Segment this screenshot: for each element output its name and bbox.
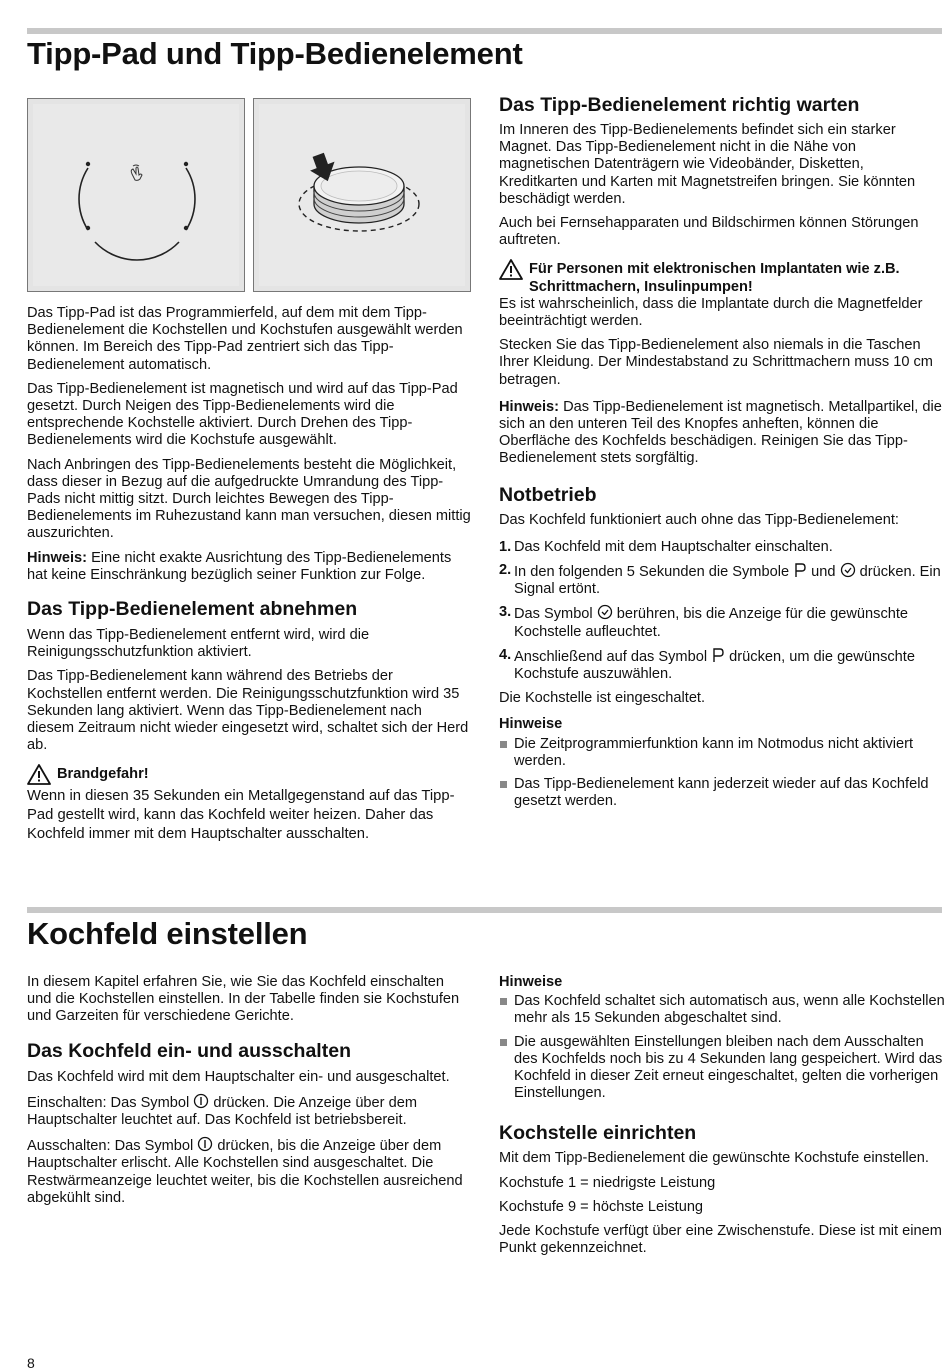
bullet-square-icon [500, 1039, 507, 1046]
main-switch-icon [197, 1136, 213, 1152]
hint-text: Die Zeitprogrammierfunktion kann im Notmodus nicht aktiviert werden. [514, 735, 914, 769]
paragraph: In diesem Kapitel erfahren Sie, wie Sie das Kochfeld einschalten und die Kochstellen einstellen. In der Tabelle finden sie Kochstufen und Garzeiten für verschiedene Gerichte. [27, 974, 460, 1025]
bullet-square-icon [500, 781, 507, 788]
implant-warning-heading [499, 261, 945, 295]
section-title-kochfeld-einstellen: Kochfeld einstellen [27, 916, 308, 951]
step-text: Anschließend auf das Symbol [514, 648, 712, 665]
text: drücken, bis die Anzeige über dem Hauptschalter erlischt. Alle Kochstellen sind ausgeschaltet. Die Restwärmeanzeige leuchtet weiter, bis die Kochstellen ausreichend abgekühlt sind. [27, 1138, 463, 1206]
subsection-title-ein-ausschalten: Das Kochfeld ein- und ausschalten [27, 1039, 351, 1062]
emergency-steps-list [499, 539, 945, 683]
section-rule-top [27, 28, 942, 34]
hint-paragraph [27, 550, 472, 584]
paragraph: Auch bei Fernsehapparaten und Bildschirmen können Störungen auftreten. [499, 215, 919, 249]
hint-label: Hinweis: [499, 398, 560, 415]
step-text: drücken. Ein Signal ertönt. [514, 564, 941, 598]
step-text: und [807, 564, 840, 581]
power-level-icon [793, 562, 807, 578]
tipp-pad-icon [33, 104, 239, 286]
bullet-square-icon [500, 998, 507, 1005]
hint-text: Das Kochfeld schaltet sich automatisch aus, wenn alle Kochstellen mehr als 15 Sekunden abgeschaltet sind. [514, 993, 945, 1027]
section-title-tipp-pad: Tipp-Pad und Tipp-Bedienelement [27, 36, 523, 71]
list-item [499, 539, 945, 556]
step-number: 2. [499, 562, 512, 579]
hint-text: Das Tipp-Bedienelement kann jederzeit wieder auf das Kochfeld gesetzt werden. [514, 776, 929, 810]
step-number: 4. [499, 646, 512, 663]
paragraph [27, 1136, 472, 1207]
timer-icon [840, 562, 856, 578]
hint-text: Eine nicht exakte Ausrichtung des Tipp-Bedienelements hat keine Einschränkung bezüglich seiner Funktion zur Folge. [27, 549, 452, 583]
paragraph: Im Inneren des Tipp-Bedienelements befindet sich ein starker Magnet. Das Tipp-Bedienelement nicht in die Nähe von magnetischen Datenträgern wie Videobänder, Disketten, Kreditkarten und Karten mit Magnetstreifen bringen. Sie könnten beschädigt werden. [499, 122, 916, 207]
text: drücken. Die Anzeige über dem Hauptschalter leuchtet auf. Das Kochfeld ist betriebsbereit. [27, 1094, 417, 1129]
paragraph: Mit dem Tipp-Bedienelement die gewünschte Kochstufe einstellen. [499, 1150, 929, 1167]
warning-text: Wenn in diesen 35 Sekunden ein Metallgegenstand auf das Tipp-Pad gestellt wird, kann das Kochfeld weiter heizen. Daher das Kochfeld immer mit dem Hauptschalter ausschalten. [27, 788, 455, 843]
tipp-pad-illustration [27, 98, 245, 292]
timer-icon [597, 604, 613, 620]
subsection-title-kochstelle-einrichten: Kochstelle einrichten [499, 1122, 697, 1145]
knob-icon [259, 104, 465, 286]
subsection-title-notbetrieb: Notbetrieb [499, 483, 597, 506]
list-item [499, 736, 945, 770]
list-item [499, 647, 945, 683]
paragraph: Kochstufe 1 = niedrigste Leistung [499, 1174, 716, 1191]
implant-warning-label: Für Personen mit elektronischen Implantaten wie z.B. Schrittmachern, Insulinpumpen! [529, 261, 900, 295]
step-text: Das Kochfeld mit dem Hauptschalter einschalten. [514, 538, 833, 555]
hints-heading: Hinweise [499, 974, 563, 990]
hint-paragraph [499, 399, 945, 468]
paragraph: Jede Kochstufe verfügt über eine Zwischenstufe. Diese ist mit einem Punkt gekennzeichnet. [499, 1223, 942, 1257]
warning-label: Brandgefahr! [57, 766, 149, 783]
step-number: 3. [499, 604, 512, 621]
tipp-bedienelement-illustration [253, 98, 471, 292]
text: Einschalten: Das Symbol [27, 1094, 194, 1111]
list-item [499, 604, 945, 640]
section-rule-kochfeld [27, 907, 942, 913]
warning-triangle-icon [499, 259, 523, 280]
paragraph: Das Tipp-Pad ist das Programmierfeld, auf dem mit dem Tipp-Bedienelement die Kochstellen und Kochstufen ausgewählt werden können. Im Bereich des Tipp-Pad zentriert sich das Tipp-Bedienelement automatisch. [27, 305, 463, 373]
paragraph: Wenn das Tipp-Bedienelement entfernt wird, wird die Reinigungsschutzfunktion aktiviert. [27, 627, 370, 661]
paragraph: Es ist wahrscheinlich, dass die Implantate durch die Magnetfelder beeinträchtigt werden. [499, 295, 923, 330]
hints-heading: Hinweise [499, 716, 563, 733]
hint-text: Das Tipp-Bedienelement ist magnetisch. Metallpartikel, die sich an den unteren Teil des Knopfes anheften, können die Oberfläche des Kochfelds beschädigen. Reinigen Sie das Tipp-Bedienelement stets sorgfältig. [499, 398, 942, 467]
step-text: drücken, um die gewünschte Kochstufe auszuwählen. [514, 648, 915, 683]
section2-right-column [499, 974, 945, 1264]
step-number: 1. [499, 538, 512, 555]
paragraph: Kochstufe 9 = höchste Leistung [499, 1198, 704, 1215]
section1-right-column [499, 94, 945, 817]
list-item [499, 776, 945, 810]
paragraph: Das Tipp-Bedienelement kann während des Betriebs der Kochstellen entfernt werden. Die Reinigungsschutzfunktion wird 35 Sekunden lang aktiviert. Wenn das Tipp-Bedienelement nach diesem Zeitraum nicht wieder eingesetzt wird, schaltet sich der Herd ab. [27, 668, 469, 754]
warning-triangle-icon [27, 764, 51, 785]
bullet-square-icon [500, 741, 507, 748]
list-item [499, 1034, 945, 1103]
paragraph: Stecken Sie das Tipp-Bedienelement also niemals in die Taschen Ihrer Kleidung. Der Mindestabstand zu Schrittmachern muss 10 cm betragen. [499, 337, 933, 388]
subsection-title-warten: Das Tipp-Bedienelement richtig warten [499, 94, 860, 116]
subsection-title-abnehmen: Das Tipp-Bedienelement abnehmen [27, 598, 358, 621]
section1-left-column [27, 305, 472, 851]
list-item [499, 993, 945, 1027]
hint-text: Die ausgewählten Einstellungen bleiben nach dem Ausschalten des Kochfelds noch bis zu 4 Sekunden lang gespeichert. Wird das Kochfeld in dieser Zeit erneut eingeschaltet, gelten die vorherigen Einstellungen. [514, 1033, 943, 1102]
section2-left-column [27, 974, 472, 1214]
paragraph: Das Tipp-Bedienelement ist magnetisch und wird auf das Tipp-Pad gesetzt. Durch Neigen des Tipp-Bedienelements wird die entsprechende Kochstelle aktiviert. Durch Drehen des Tipp-Bedienelements wird die Kochstufe ausgewählt. [27, 380, 458, 449]
hint-label: Hinweis: [27, 549, 88, 566]
paragraph: Das Kochfeld wird mit dem Hauptschalter ein- und ausgeschaltet. [27, 1068, 450, 1085]
step-text: Das Symbol [514, 606, 597, 623]
paragraph: Das Kochfeld funktioniert auch ohne das Tipp-Bedienelement: [499, 511, 899, 528]
step-text: berühren, bis die Anzeige für die gewünschte Kochstelle aufleuchtet. [514, 606, 909, 640]
list-item [499, 562, 945, 598]
step-text: In den folgenden 5 Sekunden die Symbole [514, 564, 794, 581]
paragraph [27, 1093, 472, 1129]
main-switch-icon [193, 1093, 209, 1109]
warning-heading [27, 766, 472, 785]
paragraph: Nach Anbringen des Tipp-Bedienelements besteht die Möglichkeit, dass dieser in Bezug auf die aufgedruckte Umrandung des Tipp-Pads nicht mittig sitzt. Durch leichtes Bewegen des Tipp-Bedienelements im Ruhezustand kann man versuchen, diesen mittig auszurichten. [27, 456, 471, 542]
power-level-icon [711, 647, 725, 663]
page-number: 8 [27, 1355, 35, 1371]
paragraph: Die Kochstelle ist eingeschaltet. [499, 690, 706, 707]
text: Ausschalten: Das Symbol [27, 1138, 198, 1155]
